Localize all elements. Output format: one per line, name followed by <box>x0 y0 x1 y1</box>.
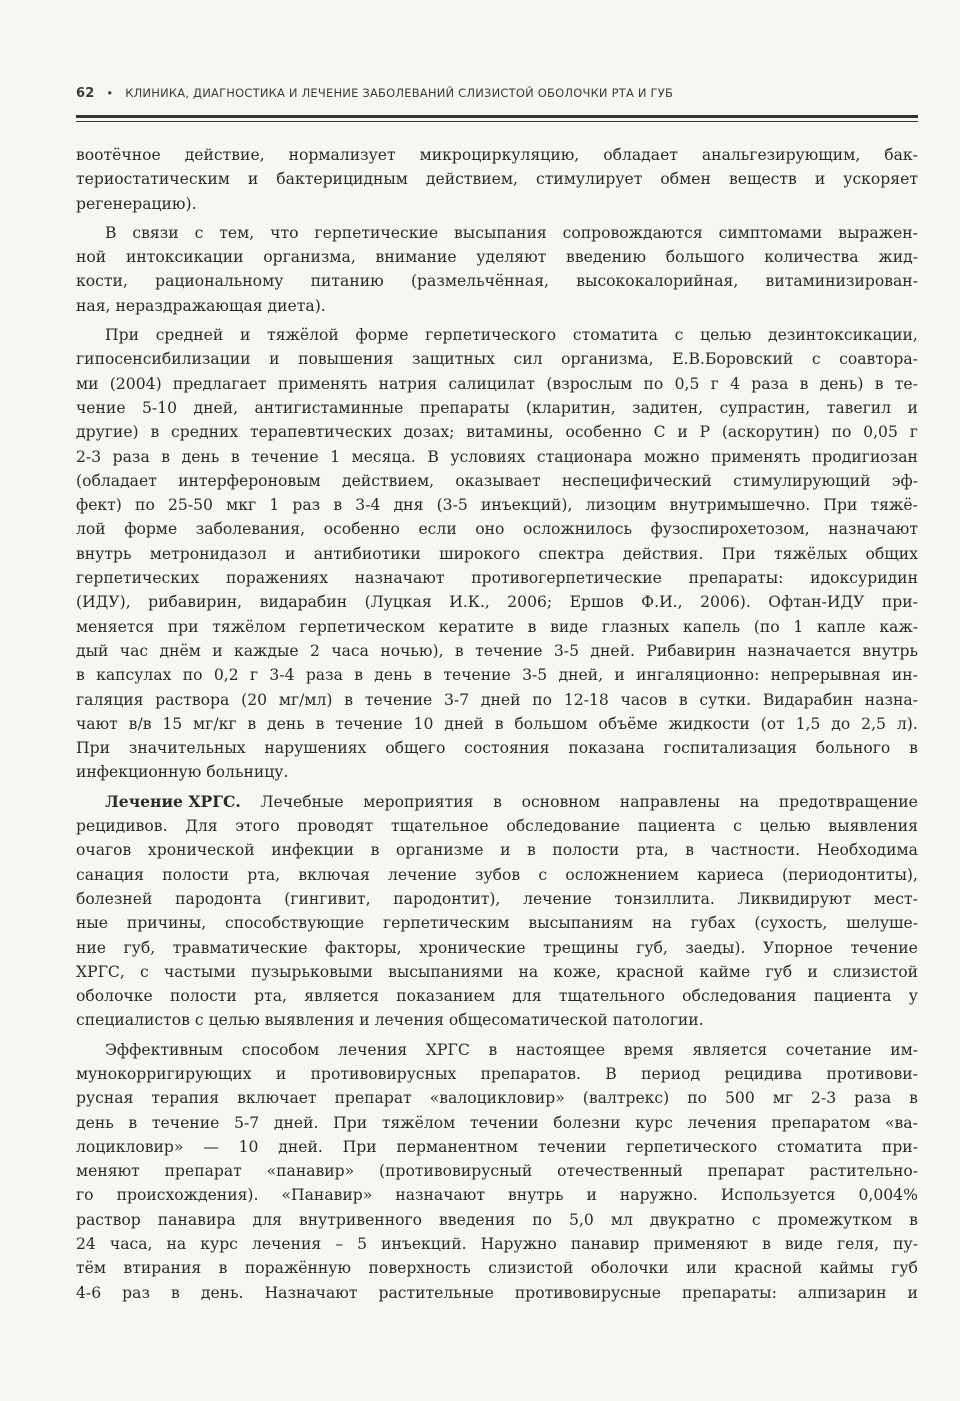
text-line: 2-3 раза в день в течение 1 месяца. В условиях стационара можно применять продигиозан <box>76 447 918 466</box>
text-line: герпетических поражениях назначают противогерпетические препараты: идоксуридин <box>76 569 918 588</box>
running-head <box>76 86 921 101</box>
text-line: мунокорригирующих и противовирусных препаратов. В период рецидива противови- <box>76 1064 918 1083</box>
text-line: Лечение ХРГС. Лечебные мероприятия в основном направлены на предотвращение <box>105 791 918 811</box>
text-line: ХРГС, с частыми пузырьковыми высыпаниями на коже, красной кайме губ и слизистой <box>76 962 918 981</box>
header-rule-thick <box>76 115 918 118</box>
text-line: раствор панавира для внутривенного введения по 5,0 мл двукратно с промежутком в <box>76 1210 918 1229</box>
text-line: териостатическим и бактерицидным действием, стимулирует обмен веществ и ускоряет <box>76 170 918 189</box>
text-line: русная терапия включает препарат «валоцикловир» (валтрекс) по 500 мг 2-3 раза в <box>76 1089 918 1108</box>
text-line: лоцикловир» — 10 дней. При перманентном течении герпетического стоматита при- <box>76 1137 918 1156</box>
text-line: 24 часа, на курс лечения – 5 инъекций. Наружно панавир применяют в виде геля, пу- <box>76 1235 918 1254</box>
text-line: (обладает интерфероновым действием, оказывает неспецифический стимулирующий эф- <box>76 471 918 490</box>
text-line: ная, нераздражающая диета). <box>76 296 326 315</box>
text-line: оболочке полости рта, является показанием для тщательного обследования пациента у <box>76 987 918 1006</box>
text-line: дый час днём и каждые 2 часа ночью), в течение 3-5 дней. Рибавирин назначается внутрь <box>76 641 918 660</box>
text-line: рецидивов. Для этого проводят тщательное обследование пациента с целью выявления <box>76 817 918 836</box>
text-line: галяция раствора (20 мг/мл) в течение 3-7 дней по 12-18 часов в сутки. Видарабин назна- <box>76 690 918 709</box>
text-line: ной интоксикации организма, внимание уделяют введению большого количества жид- <box>76 248 918 267</box>
paragraph <box>76 323 918 785</box>
text-line: воотёчное действие, нормализует микроциркуляцию, обладает анальгезирующим, бак- <box>76 146 918 164</box>
text-line: тём втирания в поражённую поверхность слизистой оболочки или красной каймы губ <box>76 1259 918 1278</box>
text-line: болезней пародонта (гингивит, пародонтит), лечение тонзиллита. Ликвидируют мест- <box>76 889 918 908</box>
text-line: фект) по 25-50 мкг 1 раз в 3-4 дня (3-5 инъекций), лизоцим внутримышечно. При тяжё- <box>76 496 918 515</box>
text-line: ми (2004) предлагает применять натрия салицилат (взрослым по 0,5 г 4 раза в день) в те- <box>76 374 918 393</box>
text-line: При значительных нарушениях общего состояния показана госпитализация больного в <box>76 739 918 758</box>
text-line: регенерацию). <box>76 194 197 213</box>
paragraph <box>76 143 918 216</box>
text-line: очагов хронической инфекции в организме и в полости рта, в частности. Необходима <box>76 841 918 860</box>
text-line: лой форме заболевания, особенно если оно осложнилось фузоспирохетозом, назначают <box>76 520 918 539</box>
paragraph <box>76 790 918 1033</box>
text-line: чение 5-10 дней, антигистаминные препараты (кларитин, задитен, супрастин, тавегил и <box>76 398 918 417</box>
paragraph <box>76 221 918 318</box>
text-line: санация полости рта, включая лечение зубов с осложнением кариеса (периодонтиты), <box>76 865 918 884</box>
page-number: 62 <box>76 86 95 101</box>
text-line: гипосенсибилизации и повышения защитных сил организма, Е.В.Боровский с соавтора- <box>76 350 918 369</box>
text-line: специалистов с целью выявления и лечения общесоматической патологии. <box>76 1011 704 1030</box>
text-line: При средней и тяжёлой форме герпетического стоматита с целью дезинтоксикации, <box>105 326 918 345</box>
text-line: день в течение 5-7 дней. При тяжёлом течении болезни курс лечения препаратом «ва- <box>76 1113 918 1132</box>
text-line: чают в/в 15 мг/кг в день в течение 10 дней в большом объёме жидкости (от 1,5 до 2,5 л). <box>76 714 918 733</box>
header-rule-thin <box>76 121 918 122</box>
text-line: (ИДУ), рибавирин, видарабин (Луцкая И.К., 2006; Ершов Ф.И., 2006). Офтан-ИДУ при- <box>76 593 918 612</box>
running-title: КЛИНИКА, ДИАГНОСТИКА И ЛЕЧЕНИЕ ЗАБОЛЕВАНИЙ СЛИЗИСТОЙ ОБОЛОЧКИ РТА И ГУБ <box>125 86 674 100</box>
text-line: инфекционную больницу. <box>76 763 289 782</box>
text-line: Эффективным способом лечения ХРГС в настоящее время является сочетание им- <box>105 1040 918 1059</box>
text-line: меняется при тяжёлом герпетическом кератите в виде глазных капель (по 1 капле каж- <box>76 617 918 636</box>
text-line: ние губ, травматические факторы, хронические трещины губ, заеды). Упорное течение <box>76 938 918 957</box>
text-line: 4-6 раз в день. Назначают растительные противовирусные препараты: алпизарин и <box>76 1283 918 1302</box>
text-line: меняют препарат «панавир» (противовирусный отечественный препарат растительно- <box>76 1162 918 1181</box>
text-line: ные причины, способствующие герпетическим высыпаниям на губах (сухость, шелуше- <box>76 914 918 933</box>
text-line: В связи с тем, что герпетические высыпания сопровождаются симптомами выражен- <box>105 223 918 242</box>
text-line: го происхождения). «Панавир» назначают внутрь и наружно. Используется 0,004% <box>76 1186 918 1205</box>
text-line: кости, рациональному питанию (размельчённая, высококалорийная, витаминизирован- <box>76 272 918 291</box>
paragraph <box>76 1038 918 1305</box>
text-line: в капсулах по 0,2 г 3-4 раза в день в течение 3-5 дней, и ингаляционно: непрерывная ин- <box>76 666 918 685</box>
header-bullet: • <box>106 86 114 100</box>
text-line: другие) в средних терапевтических дозах; витамины, особенно С и Р (аскорутин) по 0,05 г <box>76 423 918 442</box>
body-text <box>76 143 918 1305</box>
text-line: внутрь метронидазол и антибиотики широкого спектра действия. При тяжёлых общих <box>76 544 918 563</box>
